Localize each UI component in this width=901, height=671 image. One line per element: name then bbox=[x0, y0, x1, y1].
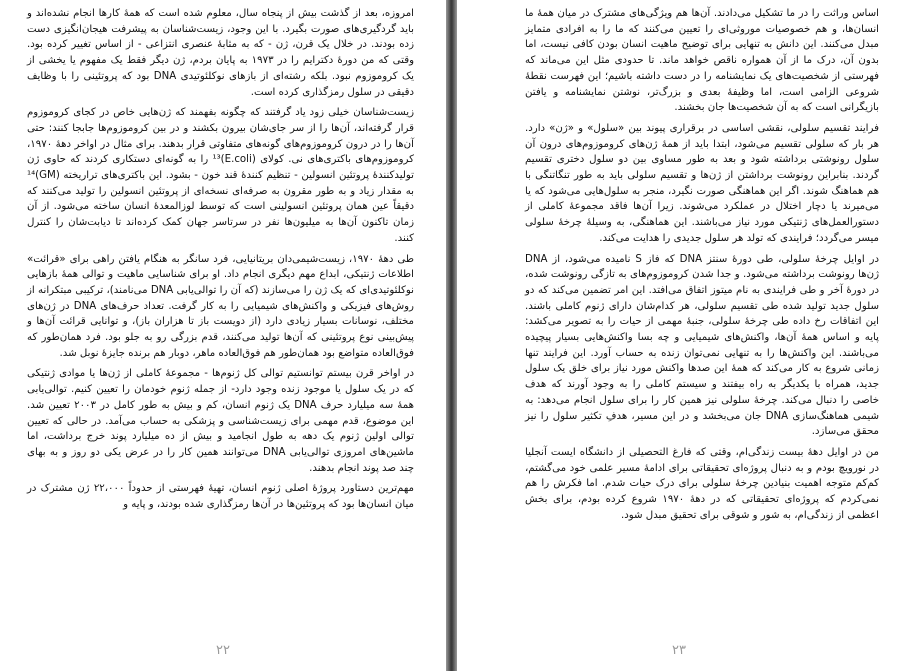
page-number: ۲۳ bbox=[672, 643, 686, 658]
paragraph: فرایند تقسیم سلولی، نقشی اساسی در برقراری پیوند بین «سلول» و «ژن» دارد. هر بار که سلولی تقسیم می‌شود، ابتدا باید از همهٔ ژن‌های کروموزوم‌های درون آن سلول رونوشتی برداشته شود و بعد به طور مساوی بین دو سلول دختری تقسیم گردند. بنابراین رونوشت برداشتن از ژن‌ها و تقسیم سلولی باید به طور تنگاتنگی با هم هماهنگ شوند. اگر این هماهنگی صورت نگیرد، منجر به سلول‌هایی می‌شود که یا می‌میرند یا دچار اختلال در عملکرد می‌شوند. زیرا آن‌ها فاقد مجموعهٔ کاملی از دستورالعمل‌های ژنتیکی مورد نیاز می‌باشند. این هماهنگی، به وسیلهٔ چرخهٔ سلولی میسر می‌گردد؛ فرایندی که تولد هر سلول جدیدی را هدایت می‌کند. bbox=[525, 122, 879, 244]
paragraph: زیست‌شناسان خیلی زود یاد گرفتند که چگونه بفهمند که ژن‌هایی خاص در کجای کروموزوم قرار گرفته‌اند، آن‌ها را از سر جای‌شان بیرون بکشند و در بین کروموزوم‌ها جابجا کنند: حتی آن‌ها را در درون کروموزوم‌های گونه‌های متفاوتی قرار بدهند. برای مثال در اواخر دههٔ ۱۹۷۰، کروموزوم‌های باکتری‌های نی. کولای (E.coli)¹³ را به گونه‌ای دستکاری کردند که حاوی ژن تولیدکنندهٔ پروتئین انسولین - تنظیم کنندهٔ قند خون - بشود. این باکتری‌های تراریخته (GM)¹⁴ به مقدار زیاد و به طور مقرون به صرفه‌ای نسخه‌ای از پروتئین انسولین را تولید می‌کنند که دقیقاً عین همان پروتئین انسولینی است که توسط لوزالمعدهٔ انسان ساخته می‌شود. از آن زمان تاکنون آن‌ها به میلیون‌ها نفر در سرتاسر جهان کمک کرده‌اند تا دیابت‌شان را کنترل کنند. bbox=[27, 107, 414, 244]
page-number: ۲۲ bbox=[216, 643, 230, 658]
paragraph: اساس وراثت را در ما تشکیل می‌دادند. آن‌ها هم ویژگی‌های مشترک در میان همهٔ ما انسان‌ها، و هم خصوصیات موروثی‌ای را تعیین می‌کنند که ما را به افرادی متمایز مبدل می‌کنند. این دانش به تنهایی برای توضیح ماهیت انسان بودن کافی نیست، اما بدون آن، درک ما از آن همواره ناقص خواهد ماند. تا حدودی مثل این می‌ماند که فهرستی از شخصیت‌های یک نمایشنامه را در دست داشته باشیم؛ این فهرست نقطهٔ شروعی الزامی است، اما وظیفهٔ بعدی و بزرگ‌تر، نوشتن نمایشنامه و یافتن بازیگرانی است که به آن شخصیت‌ها جان بخشند. bbox=[525, 8, 879, 114]
paragraph: من در اوایل دههٔ بیست زندگی‌ام، وقتی که فارغ التحصیلی از دانشگاه ایست آنجلیا در نورویچ بودم و به دنبال پروژه‌ای تحقیقاتی برای ادامهٔ مسیر علمی خود می‌گشتم، کم‌کم متوجه اهمیت بنیادین چرخهٔ سلولی برای درک حیات شدم. اما فکرش را هم نمی‌کردم که پروژه‌ای تحقیقاتی که در دههٔ ۱۹۷۰ شروع کرده بودم، برای بخش اعظمی از زندگی‌ام، به شور و شوقی برای تحقیق مبدل شود. bbox=[525, 446, 879, 521]
paragraph: در اوایل چرخهٔ سلولی، طی دورهٔ سنتز DNA که فاز S نامیده می‌شود، از DNA ژن‌ها رونوشت برداشته می‌شود. و جدا شدن کروموزوم‌های به تازگی رونوشت شده، در دورهٔ آخر و طی فرایندی به نام میتوز اتفاق می‌افتد. این امر تضمین می‌کند که دو سلول جدید تولید شده طی تقسیم سلولی، هر کدام‌شان دارای ژنوم کاملی باشند. این اتفاقات رخ داده طی چرخهٔ سلولی، جنبهٔ مهمی از حیات را به تصویر می‌کشد: پایه و اساس همهٔ آن‌ها، واکنش‌های شیمیایی و چه بسا واکنش‌هایی بسیار پیچیده می‌باشند. این واکنش‌ها را به تنهایی نمی‌توان زنده به حساب آورد. این فرایند تنها زمانی شروع به کار می‌کند که همهٔ این صدها واکنش مورد نیاز برای خلق یک سلول جدید، همراه با یکدیگر به راه بیفتند و سیستم کاملی را به وجود آورند که هدف خاصی را دنبال می‌کند. چرخهٔ سلولی نیز همین کار را برای سلول انجام می‌دهد: به شیمی هماهنگ‌سازی DNA جان می‌بخشد و در این مسیر، هدفِ تکثیر سلول را نیز محقق می‌سازد. bbox=[525, 253, 880, 438]
left-page-text bbox=[27, 6, 414, 518]
left-page bbox=[0, 0, 446, 671]
book-gutter bbox=[446, 0, 457, 671]
paragraph: در اواخر قرن بیستم توانستیم توالی کل ژنوم‌ها - مجموعهٔ کاملی از ژن‌ها یا موادی ژنتیکی که در یک سلول یا موجود زنده وجود دارد- از جمله ژنوم خودمان را تعیین کنیم. توالی‌یابی همهٔ سه میلیارد حرف DNA یک ژنوم انسان، کم و بیش به طور کامل در ۲۰۰۳ تعیین شد. این موضوع، قدم مهمی برای زیست‌شناسی و پزشکی به حساب می‌آمد. در حالی که تعیین توالی اولین ژنوم یک دهه به طول انجامید و بیش از ده میلیارد پوند خرج برداشت، اما ماشین‌های امروزی توالی‌یابی DNA می‌توانند همین کار را در عرض یکی دو روز و به بهای چند صد پوند انجام بدهند. bbox=[27, 368, 414, 474]
right-page-text bbox=[525, 6, 879, 529]
paragraph: مهم‌ترین دستاورد پروژهٔ اصلی ژنوم انسان، تهیهٔ فهرستی از حدوداً ۲۲،۰۰۰ ژن مشترک در میان انسان‌ها بود که پروتئین‌ها در آن‌ها رمزگذاری شده بودند، و پایه و bbox=[27, 483, 414, 511]
paragraph: امروزه، بعد از گذشت بیش از پنجاه سال، معلوم شده است که همهٔ کارها انجام نشده‌اند و باید گردگیری‌های صورت بگیرد. با این وجود، زیست‌شناسان به پیشرفت هیجان‌انگیزی دست زده بودند. در خلال یک قرن، ژن - که به مثابهٔ عنصری انتزاعی - از اساس تغییر کرده بود. وقتی که من دورهٔ دکترایم را در ۱۹۷۳ به پایان بردم، ژن دیگر فقط یک مفهوم یا یخشی از یک کروموزوم نبود. بلکه رشته‌ای از بازهای نوکلئوتیدی DNA بود که پروتئینی را با وظایف دقیقی در سلول رمزگذاری کرده است. bbox=[27, 8, 415, 98]
paragraph: طی دههٔ ۱۹۷۰، زیست‌شیمی‌دان بریتانیایی، فرد سانگر به هنگام یافتن راهی برای «قرائت» اطلاعات ژنتیکی، ابداع مهم دیگری انجام داد. او برای شناسایی ماهیت و توالی همهٔ بازهایی نوکلئوتیدی‌ای که یک ژن را می‌سازند (که آن را توالی‌یابی DNA می‌نامند)، ترکیبی مبتکرانه از روش‌های فیزیکی و واکنش‌های شیمیایی را به کار گرفت. تعداد حرف‌های DNA در ژن‌های مختلف، نوسانات بسیار زیادی دارد (از دویست باز تا هزاران باز)، و توانایی قرائت آن‌ها و پیش‌بینی نوع پروتئینی که آن‌ها تولید می‌کنند، قدم بزرگی رو به جلو بود. فرد همان‌طور که فوق‌العاده متواضع بود همان‌طور هم فوق‌العاده ماهر، دوبار هم برنده جایزهٔ نوبل شد. bbox=[27, 253, 414, 359]
right-page bbox=[457, 0, 901, 671]
